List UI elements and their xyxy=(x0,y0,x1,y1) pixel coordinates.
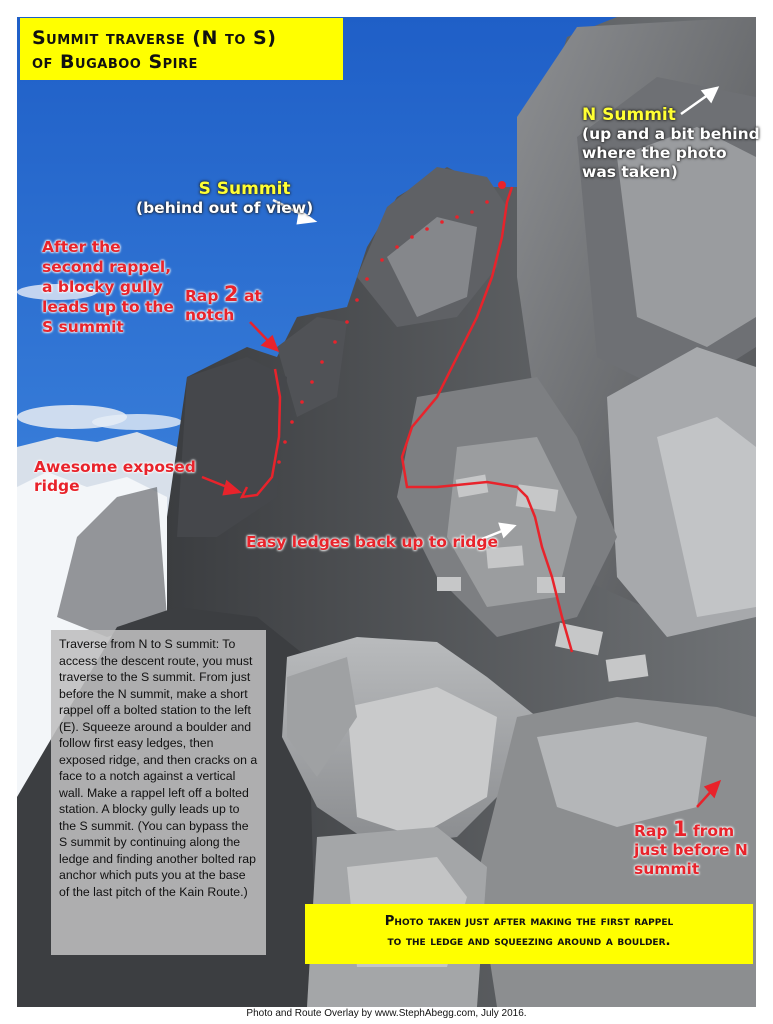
route-endpoint xyxy=(498,181,506,189)
photo-credit: Photo and Route Overlay by www.StephAbegg.com, July 2016. xyxy=(246,1008,527,1019)
caption-line-1: Photo taken just after making the first rappel xyxy=(384,914,674,929)
title-line-1: Summit traverse (N to S) xyxy=(32,27,277,49)
after-rappel-line-4: leads up to the xyxy=(42,298,174,316)
n-summit-name: N Summit xyxy=(582,105,676,125)
easy-ledges-label: Easy ledges back up to ridge xyxy=(246,533,499,551)
exposed-ridge-line-2: ridge xyxy=(34,477,80,495)
rap1-label xyxy=(634,817,748,879)
rap2-label xyxy=(185,282,262,325)
rap2-suffix: at xyxy=(243,287,262,305)
after-rappel-line-1: After the xyxy=(42,238,121,256)
exposed-ridge-line-1: Awesome exposed xyxy=(34,458,196,476)
rap1-suffix: from xyxy=(692,822,735,840)
exposed-ridge-label xyxy=(34,458,196,496)
rap2-prefix: Rap xyxy=(185,287,219,305)
caption-line-2: to the ledge and squeezing around a boulder. xyxy=(387,934,671,949)
rap1-line-2: just before N xyxy=(634,841,748,859)
s-summit-label xyxy=(136,180,313,218)
after-rappel-line-5: S summit xyxy=(42,318,124,336)
rap1-number: 1 xyxy=(672,817,688,841)
n-summit-label xyxy=(582,106,760,182)
s-summit-note: (behind out of view) xyxy=(136,199,314,217)
rap1-prefix: Rap xyxy=(634,822,668,840)
rap2-line-2: notch xyxy=(185,306,235,324)
caption-box xyxy=(305,904,753,964)
rap2-number: 2 xyxy=(223,282,239,306)
s-summit-name: S Summit xyxy=(198,179,291,199)
after-rappel-line-3: a blocky gully xyxy=(42,278,163,296)
description-box: Traverse from N to S summit: To access the descent route, you must traverse to the S summit. From just before the N summit, make a short rappel off a bolted station to the left (E). Squeeze around a boulder and follow first easy ledges, then exposed ridge, and then cracks on a face to a notch against a vertical wall. Make a rappel left off a bolted station. A blocky gully leads up to the S summit. (You can bypass the S summit by continuing along the ledge and finding another bolted rap anchor which puts you at the base of the last pitch of the Kain Route.) xyxy=(51,630,266,955)
n-summit-note-2: where the photo xyxy=(582,144,727,162)
title-box xyxy=(20,18,343,80)
n-summit-note-3: was taken) xyxy=(582,163,678,181)
after-rappel-label xyxy=(42,237,174,337)
n-summit-note-1: (up and a bit behind xyxy=(582,125,760,143)
rap1-line-3: summit xyxy=(634,860,700,878)
after-rappel-line-2: second rappel, xyxy=(42,258,172,276)
title-line-2: of Bugaboo Spire xyxy=(32,51,198,73)
